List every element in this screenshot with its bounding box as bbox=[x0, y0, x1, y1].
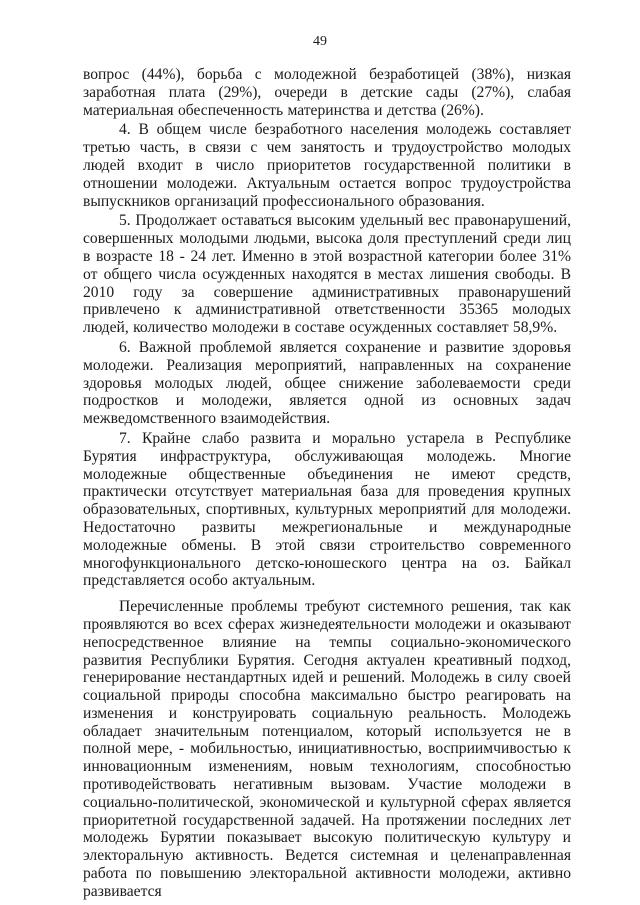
paragraph-item-7: 7. Крайне слабо развита и морально устарела в Республике Бурятия инфраструктура, обслуживающая молодежь. Многие молодежные общественные объединения не имеют средств, практически отсутствует материальная база для проведения крупных образовательных, спортивных, культурных мероприятий для молодежи. Недостаточно развиты межрегиональные и международные молодежные обмены. В этой связи строительство современного многофункционального детско-юношеского центра на оз. Байкал представляется особо актуальным. bbox=[83, 429, 571, 590]
paragraph-conclusion: Перечисленные проблемы требуют системного решения, так как проявляются во всех сферах жизнедеятельности молодежи и оказывают непосредственное влияние на темпы социально-экономического развития Республики Бурятия. Сегодня актуален креативный подход, генерирование нестандартных идей и решений. Молодежь в силу своей социальной природы способна максимально быстро реагировать на изменения и конструировать социальную реальность. Молодежь обладает значительным потенциалом, который используется не в полной мере, - мобильностью, инициативностью, восприимчивостью к инновационным изменениям, новым технологиям, способностью противодействовать негативным вызовам. Участие молодежи в социально-политической, экономической и культурной сферах является приоритетной государственной задачей. На протяжении последних лет молодежь Бурятии показывает высокую политическую культуру и электоральную активность. Ведется системная и целенаправленная работа по повышению электоральной активности молодежи, активно развивается bbox=[83, 598, 571, 900]
paragraph-item-5: 5. Продолжает оставаться высоким удельный вес правонарушений, совершенных молодыми людьми, высока доля преступлений среди лиц в возрасте 18 - 24 лет. Именно в этой возрастной категории более 31% от общего числа осужденных находятся в местах лишения свободы. В 2010 году за совершение административных правонарушений привлечено к административной ответственности 35365 молодых людей, количество молодежи в составе осужденных составляет 58,9%. bbox=[83, 212, 571, 337]
paragraph-continuation: вопрос (44%), борьба с молодежной безработицей (38%), низкая заработная плата (29%), очереди в детские сады (27%), слабая материальная обеспеченность материнства и детства (26%). bbox=[83, 66, 571, 119]
paragraph-item-6: 6. Важной проблемой является сохранение и развитие здоровья молодежи. Реализация мероприятий, направленных на сохранение здоровья молодых людей, общее снижение заболеваемости среди подростков и молодежи, является одной из основных задач межведомственного взаимодействия. bbox=[83, 338, 571, 428]
document-body bbox=[83, 66, 571, 901]
page-number: 49 bbox=[313, 34, 327, 49]
paragraph-item-4: 4. В общем числе безработного населения молодежь составляет третью часть, в связи с чем занятость и трудоустройство молодых людей входит в число приоритетов государственной политики в отношении молодежи. Актуальным остается вопрос трудоустройства выпускников организаций профессионального образования. bbox=[83, 121, 571, 210]
